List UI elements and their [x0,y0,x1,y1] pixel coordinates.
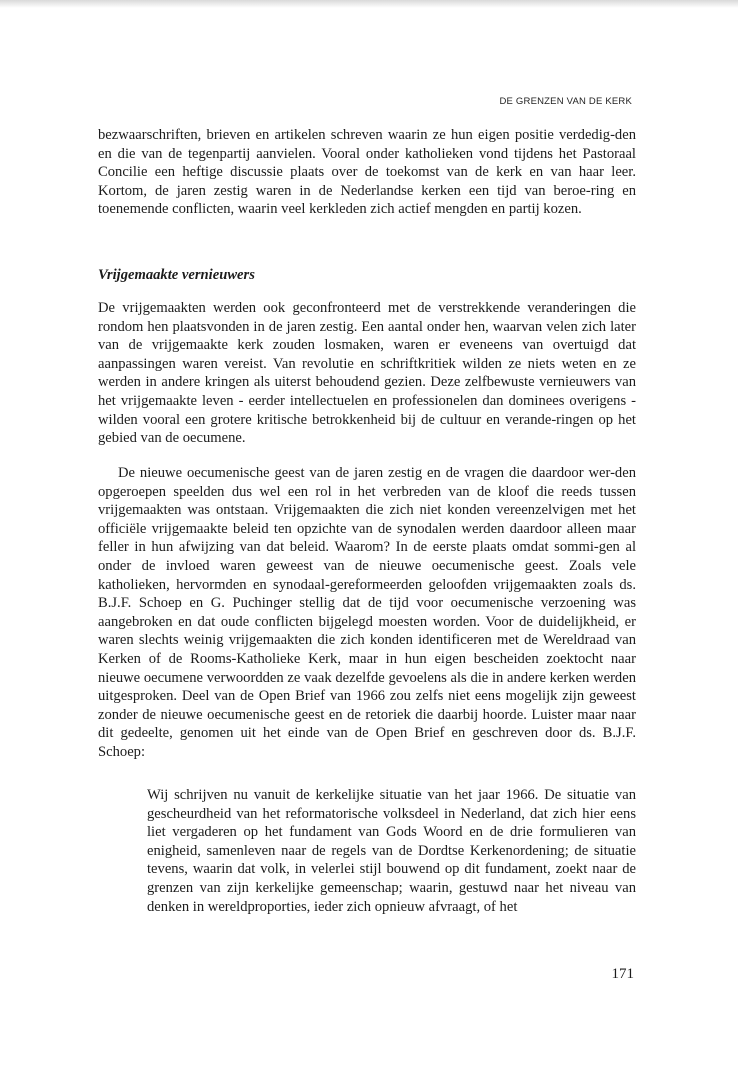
paragraph-vernieuwers: De vrijgemaakten werden ook geconfronteerd met de verstrekkende veranderingen die rondom hen plaatsvonden in de jaren zestig. Een aantal onder hen, waarvan velen zich later van de vrijgemaakte kerk zouden losmaken, waren er eveneens van overtuigd dat aanpassingen waren vereist. Van revolutie en schriftkritiek wilden ze niets weten en ze werden in andere kringen als uiterst behoudend gezien. Deze zelfbewuste vernieuwers van het vrijgemaakte leven - eerder intellectuelen en professionelen dan dominees overigens - wilden vooral een grotere kritische betrokkenheid bij de cultuur en verande-ringen op het gebied van de oecumene. [98,300,636,447]
page-number: 171 [611,966,634,982]
paragraph-oecumene: De nieuwe oecumenische geest van de jaren zestig en de vragen die daardoor wer-den opgeroepen speelden dus wel een rol in het verbreden van de kloof die reeds tussen vrijgemaakten was ontstaan. Vrijgemaakten die zich niet konden vereenzelvigen met het officiële vrijgemaakte beleid ten opzichte van de synodalen werden daardoor alleen maar feller in hun afwijzing van dat beleid. Waarom? In de eerste plaats omdat sommi-gen al onder de invloed waren geweest van de nieuwe oecumenische geest. Zoals vele katholieken, hervormden en synodaal-gereformeerden geloofden vrijgemaakten zoals ds. B.J.F. Schoep en G. Puchinger stellig dat de tijd voor oecumenische verzoening was aangebroken en dat oude conflicten bijgelegd moesten worden. Voor de duidelijkheid, er waren slechts weinig vrijgemaakten die zich konden identificeren met de Wereldraad van Kerken of de Rooms-Katholieke Kerk, maar in hun eigen bescheiden zoektocht naar nieuwe oecumene verwoordden ze vaak dezelfde gevoelens als die in andere kerken werden uitgesproken. Deel van de Open Brief van 1966 zou zelfs niet eens mogelijk zijn geweest zonder de nieuwe oecumenische geest en de retoriek die daarbij hoorde. Luister maar naar dit gedeelte, genomen uit het einde van de Open Brief en geschreven door ds. B.J.F. Schoep: [98,465,636,760]
block-quote: Wij schrijven nu vanuit de kerkelijke situatie van het jaar 1966. De situatie van gescheurdheid van het reformatorische volksdeel in Nederland, dat zich hier eens liet vergaderen op het fundament van Gods Woord en de drie formulieren van enigheid, samenleven naar de regels van de Dordtse Kerkenordening; de situatie tevens, waarin dat volk, in velerlei stijl bouwend op dit fundament, zoekt naar de grenzen van zijn kerkelijke gemeenschap; waarin, gestuwd naar het niveau van denken in wereldproporties, ieder zich opnieuw afvraagt, of het [147,787,636,915]
running-head: DE GRENZEN VAN DE KERK [499,96,632,107]
scan-top-edge [0,0,738,8]
paragraph-intro: bezwaarschriften, brieven en artikelen schreven waarin ze hun eigen positie verdedig-den en die van de tegenpartij aanvielen. Vooral onder katholieken vond tijdens het Pastoraal Concilie een heftige discussie plaats over de toekomst van de kerk en van haar leer. Kortom, de jaren zestig waren in de Nederlandse kerken een tijd van beroe-ring en toenemende conflicten, waarin veel kerkleden zich actief mengden en partij kozen. [98,127,636,218]
section-heading: Vrijgemaakte vernieuwers [98,267,255,283]
